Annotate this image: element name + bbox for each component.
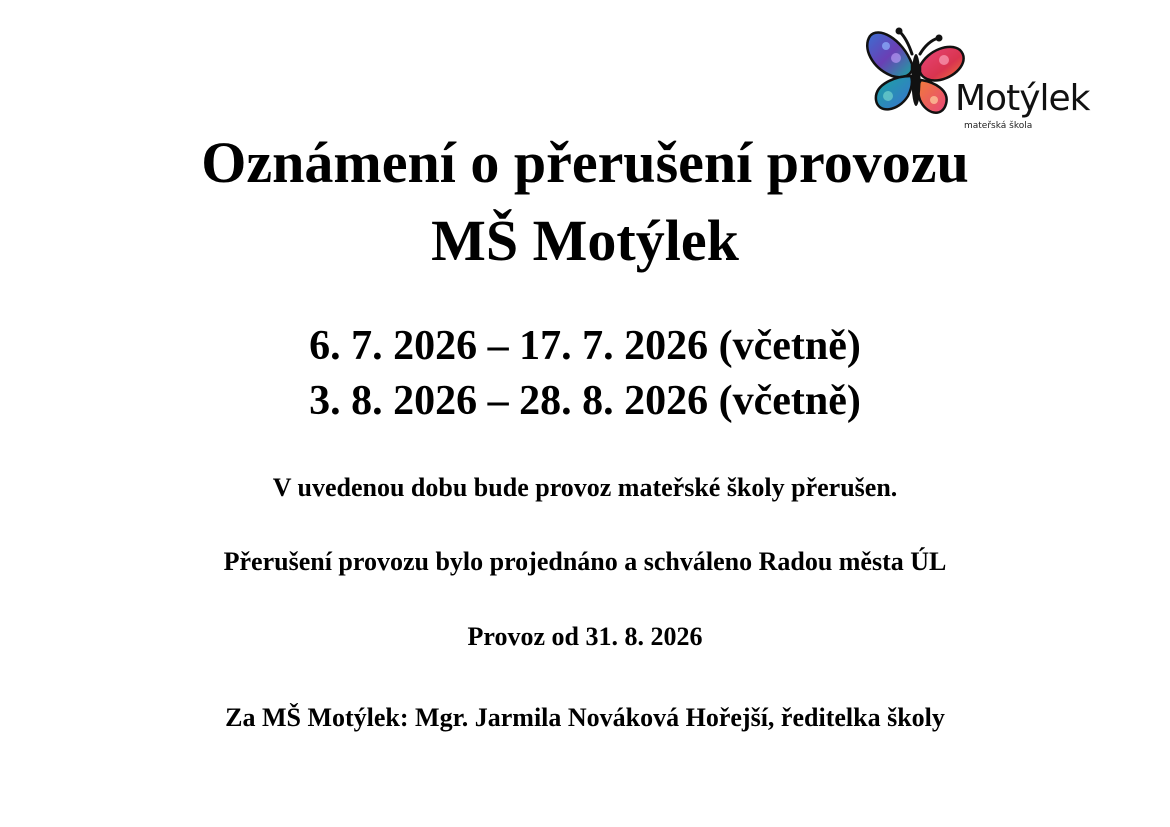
- signature-line: Za MŠ Motýlek: Mgr. Jarmila Nováková Hořejší, ředitelka školy: [225, 703, 945, 732]
- school-logo: [862, 24, 1090, 134]
- closure-statement: V uvedenou dobu bude provoz mateřské školy přerušen.: [272, 473, 898, 502]
- page-title-line-2: MŠ Motýlek: [431, 208, 739, 273]
- reopening-date: Provoz od 31. 8. 2026: [467, 622, 703, 651]
- closure-dates-1: 6. 7. 2026 – 17. 7. 2026 (včetně): [309, 323, 861, 369]
- logo-wordmark: Motýlek: [955, 78, 1090, 119]
- closure-dates-2: 3. 8. 2026 – 28. 8. 2026 (včetně): [309, 378, 861, 424]
- logo-subtitle: mateřská škola: [964, 121, 1033, 131]
- page-title-line-1: Oznámení o přerušení provozu: [201, 130, 969, 195]
- approval-statement: Přerušení provozu bylo projednáno a schváleno Radou města ÚL: [223, 547, 947, 576]
